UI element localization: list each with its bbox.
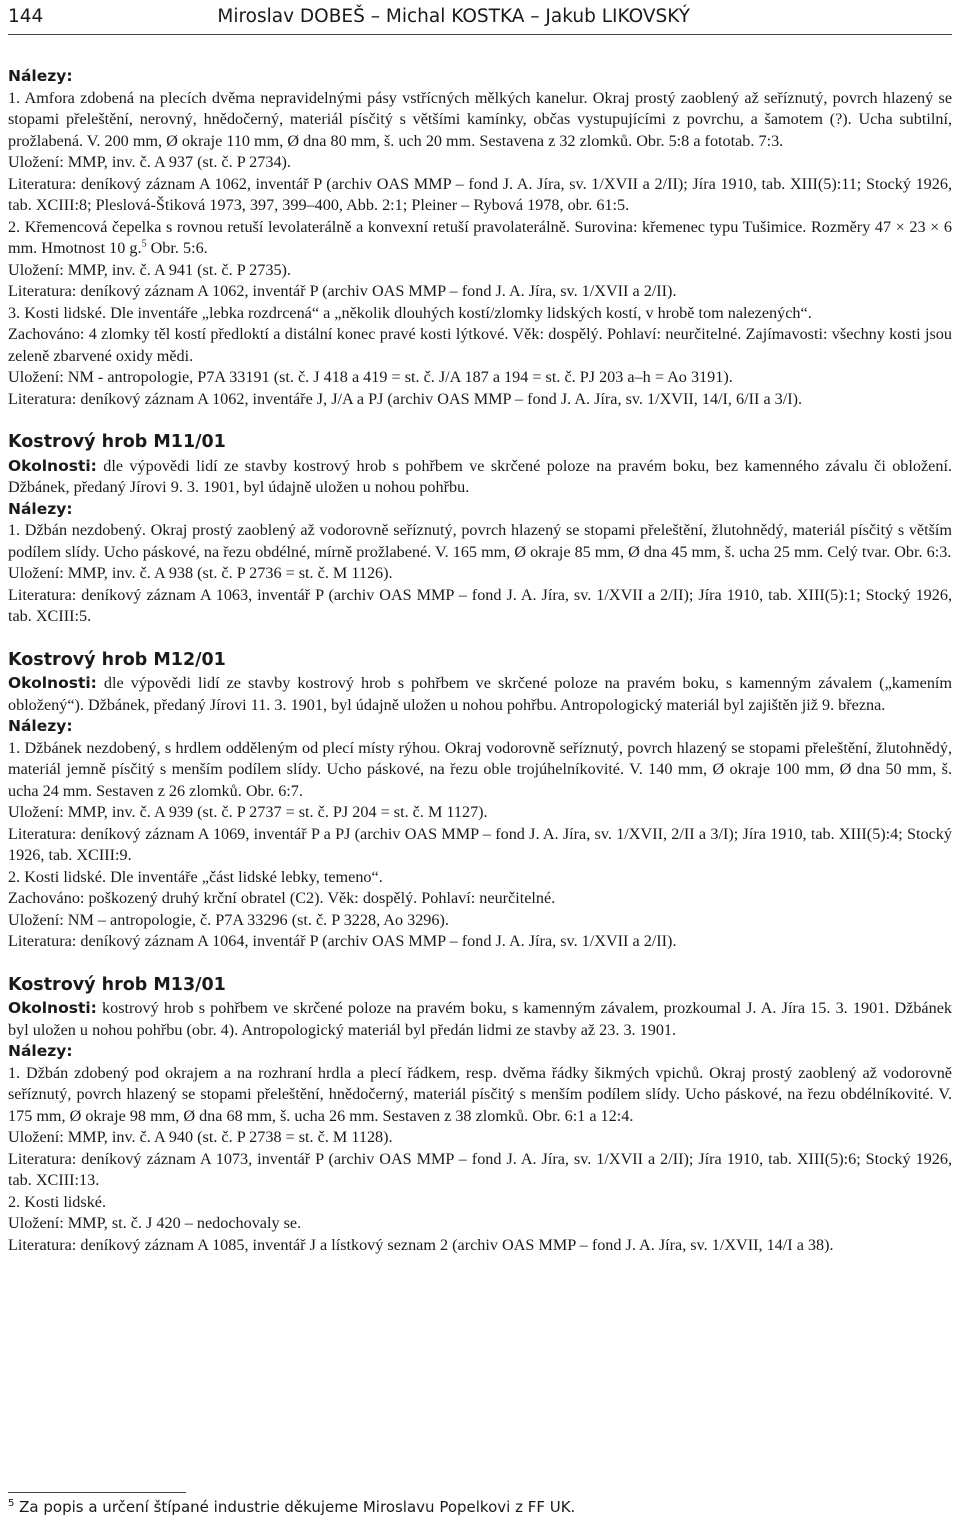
literature-line: Literatura: deníkový záznam A 1069, inventář P a PJ (archiv OAS MMP – fond J. A. Jíra, sv. 1/XVII, 2/II a 3/I); Jíra 1910, tab. XIII(5):4; Stocký 1926, tab. XCIII:9. [8, 824, 952, 864]
storage-line: Uložení: MMP, inv. č. A 938 (st. č. P 2736 = st. č. M 1126). [8, 564, 393, 582]
footnote-text: Za popis a určení štípané industrie děkujeme Miroslavu Popelkovi z FF UK. [14, 1498, 576, 1516]
grave-heading-m13: Kostrový hrob M13/01 [8, 974, 226, 995]
page-body [8, 66, 952, 1256]
circumstances-label: Okolnosti: [8, 674, 97, 692]
nalezy-label: Nálezy: [8, 1042, 73, 1060]
running-header [8, 0, 952, 35]
find-item-1: 1. Džbánek nezdobený, s hrdlem odděleným od plecí místy rýhou. Okraj vodorovně seříznutý, povrch hlazený se stopami přeleštění, žlutohnědý, materiál jemně písčitý s menším podílem slídy. Ucho páskové, na řezu oble trojúhelníkovité. V. 140 mm, Ø okraje 100 mm, Ø dna 50 mm, š. ucha 24 mm. Sestaven z 26 zlomků. Obr. 6:7. [8, 738, 952, 800]
circumstances-m12 [8, 673, 952, 716]
circumstances-text: dle výpovědi lidí ze stavby kostrový hrob s pohřbem ve skrčené poloze na pravém boku, s kamenným závalem („kamením obložený“). Džbánek, předaný Jírovi 11. 3. 1901, byl údajně uložen u nohou pohřbu. Antropologický materiál byl zajištěn již 9. března. [8, 674, 952, 714]
footnote-ref[interactable]: 5 [141, 238, 147, 250]
literature-line: Literatura: deníkový záznam A 1064, inventář P (archiv OAS MMP – fond J. A. Jíra, sv. 1/XVII a 2/II). [8, 932, 677, 950]
preserved-line: Zachováno: 4 zlomky těl kostí předloktí a distální konec pravé kosti lýtkové. Věk: dospělý. Pohlaví: neurčitelné. Zajímavosti: všechny kosti jsou zeleně zbarvené oxidy mědi. [8, 325, 952, 365]
find-item-3: 3. Kosti lidské. Dle inventáře „lebka rozdrcená“ a „několik dlouhých kostí/zlomky lidských kostí, v hrobě tom nalezených“. [8, 303, 812, 322]
circumstances-m13 [8, 998, 952, 1041]
literature-line: Literatura: deníkový záznam A 1073, inventář P (archiv OAS MMP – fond J. A. Jíra, sv. 1/XVII a 2/II); Jíra 1910, tab. XIII(5):6; Stocký 1926, tab. XCIII:13. [8, 1149, 952, 1189]
find-item-2 [8, 217, 952, 260]
footnote-number: 5 [8, 1498, 15, 1509]
circumstances-label: Okolnosti: [8, 456, 97, 475]
storage-line: Uložení: NM – antropologie, č. P7A 33296 (st. č. P 3228, Ao 3296). [8, 910, 449, 929]
find-item-2: 2. Kosti lidské. [8, 1192, 107, 1211]
literature-line: Literatura: deníkový záznam A 1085, inventář J a lístkový seznam 2 (archiv OAS MMP – fond J. A. Jíra, sv. 1/XVII, 14/I a 38). [8, 1235, 834, 1254]
find-item-1: 1. Džbán nezdobený. Okraj prostý zaoblený až vodorovně seříznutý, povrch hlazený se stopami přeleštění, žlutohnědý, materiál písčitý s větším podílem slídy. Ucho páskové, na řezu obdélné, mírně prožlabené. V. 165 mm, Ø okraje 85 mm, Ø dna 45 mm, š. ucha 25 mm. Celý tvar. Obr. 6:3. [8, 521, 952, 561]
storage-line: Uložení: MMP, st. č. J 420 – nedochovaly se. [8, 1214, 302, 1232]
circumstances-text: kostrový hrob s pohřbem ve skrčené poloze na pravém boku, s kamenným závalem, prozkoumal J. A. Jíra 15. 3. 1901. Džbánek byl uložen u nohou pohřbu (obr. 4). Antropologický materiál byl předán lidmi ze stavby až 23. 3. 1901. [8, 999, 952, 1039]
page-number: 144 [8, 6, 44, 27]
literature-line: Literatura: deníkový záznam A 1062, inventář P (archiv OAS MMP – fond J. A. Jíra, sv. 1/XVII a 2/II); Jíra 1910, tab. XIII(5):11; Stocký 1926, tab. XCIII:8; Pleslová-Štiková 1973, 397, 399–400, Abb. 2:1; Pleiner – Rybová 1978, obr. 61:5. [8, 174, 952, 214]
literature-line: Literatura: deníkový záznam A 1063, inventář P (archiv OAS MMP – fond J. A. Jíra, sv. 1/XVII a 2/II); Jíra 1910, tab. XIII(5):1; Stocký 1926, tab. XCIII:5. [8, 585, 952, 625]
storage-line: Uložení: MMP, inv. č. A 941 (st. č. P 2735). [8, 260, 291, 279]
grave-heading-m12: Kostrový hrob M12/01 [8, 649, 226, 670]
figure-ref: Obr. 5:6. [146, 239, 208, 257]
circumstances-label: Okolnosti: [8, 999, 97, 1017]
running-head-authors: Miroslav DOBEŠ – Michal KOSTKA – Jakub LIKOVSKÝ [217, 6, 690, 27]
preserved-line: Zachováno: poškozený druhý krční obratel (C2). Věk: dospělý. Pohlaví: neurčitelné. [8, 889, 556, 907]
footnote [8, 1497, 575, 1519]
storage-line: Uložení: MMP, inv. č. A 940 (st. č. P 2738 = st. č. M 1128). [8, 1128, 393, 1146]
footnote-divider [8, 1492, 186, 1493]
find-item-2-text: 2. Křemencová čepelka s rovnou retuší levolaterálně a konvexní retuší pravolaterálně. Surovina: křemenec typu Tušimice. Rozměry 47 × 23 × 6 mm. Hmotnost 10 g. [8, 217, 952, 257]
nalezy-label: Nálezy: [8, 67, 73, 85]
nalezy-label: Nálezy: [8, 499, 73, 518]
circumstances-text: dle výpovědi lidí ze stavby kostrový hrob s pohřbem ve skrčené poloze na pravém boku, bez kamenného závalu či obložení. Džbánek, předaný Jírovi 9. 3. 1901, byl údajně uložen u nohou pohřbu. [8, 456, 952, 496]
grave-heading-m11: Kostrový hrob M11/01 [8, 432, 226, 452]
circumstances-m11 [8, 456, 952, 499]
storage-line: Uložení: NM - antropologie, P7A 33191 (st. č. J 418 a 419 = st. č. J/A 187 a 194 = st. č. PJ 203 a–h = Ao 3191). [8, 368, 733, 386]
find-item-2: 2. Kosti lidské. Dle inventáře „část lidské lebky, temeno“. [8, 867, 383, 886]
storage-line: Uložení: MMP, inv. č. A 939 (st. č. P 2737 = st. č. PJ 204 = st. č. M 1127). [8, 803, 488, 821]
literature-line: Literatura: deníkový záznam A 1062, inventář P (archiv OAS MMP – fond J. A. Jíra, sv. 1/XVII a 2/II). [8, 282, 677, 300]
find-item-1: 1. Amfora zdobená na plecích dvěma nepravidelnými pásy vstřícných mělkých kanelur. Okraj prostý zaoblený až seříznutý, povrch hlazený se stopami přeleštění, nerovný, hnědočerný, materiál písčitý s většími kamínky, občas vystupujícími z povrchu, a šamotem (?). Ucha subtilní, prožlabená. V. 200 mm, Ø okraje 110 mm, Ø dna 80 mm, š. uch 20 mm. Sestavena z 32 zlomků. Obr. 5:8 a fototab. 7:3. [8, 88, 952, 150]
nalezy-label: Nálezy: [8, 717, 73, 735]
find-item-1: 1. Džbán zdobený pod okrajem a na rozhraní hrdla a plecí řádkem, resp. dvěma řádky šikmých vpichů. Okraj prostý zaoblený až vodorovně seříznutý, povrch hlazený se stopami přeleštění, hnědočerný, materiál písčitý s menším podílem slídy. Ucho páskové, na řezu obdélníkovité. V. 175 mm, Ø okraje 98 mm, Ø dna 68 mm, š. ucha 26 mm. Sestaven z 38 zlomků. Obr. 6:1 a 12:4. [8, 1063, 952, 1125]
literature-line: Literatura: deníkový záznam A 1062, inventáře J, J/A a PJ (archiv OAS MMP – fond J. A. Jíra, sv. 1/XVII, 14/I, 6/II a 3/I). [8, 389, 803, 408]
storage-line: Uložení: MMP, inv. č. A 937 (st. č. P 2734). [8, 153, 291, 171]
